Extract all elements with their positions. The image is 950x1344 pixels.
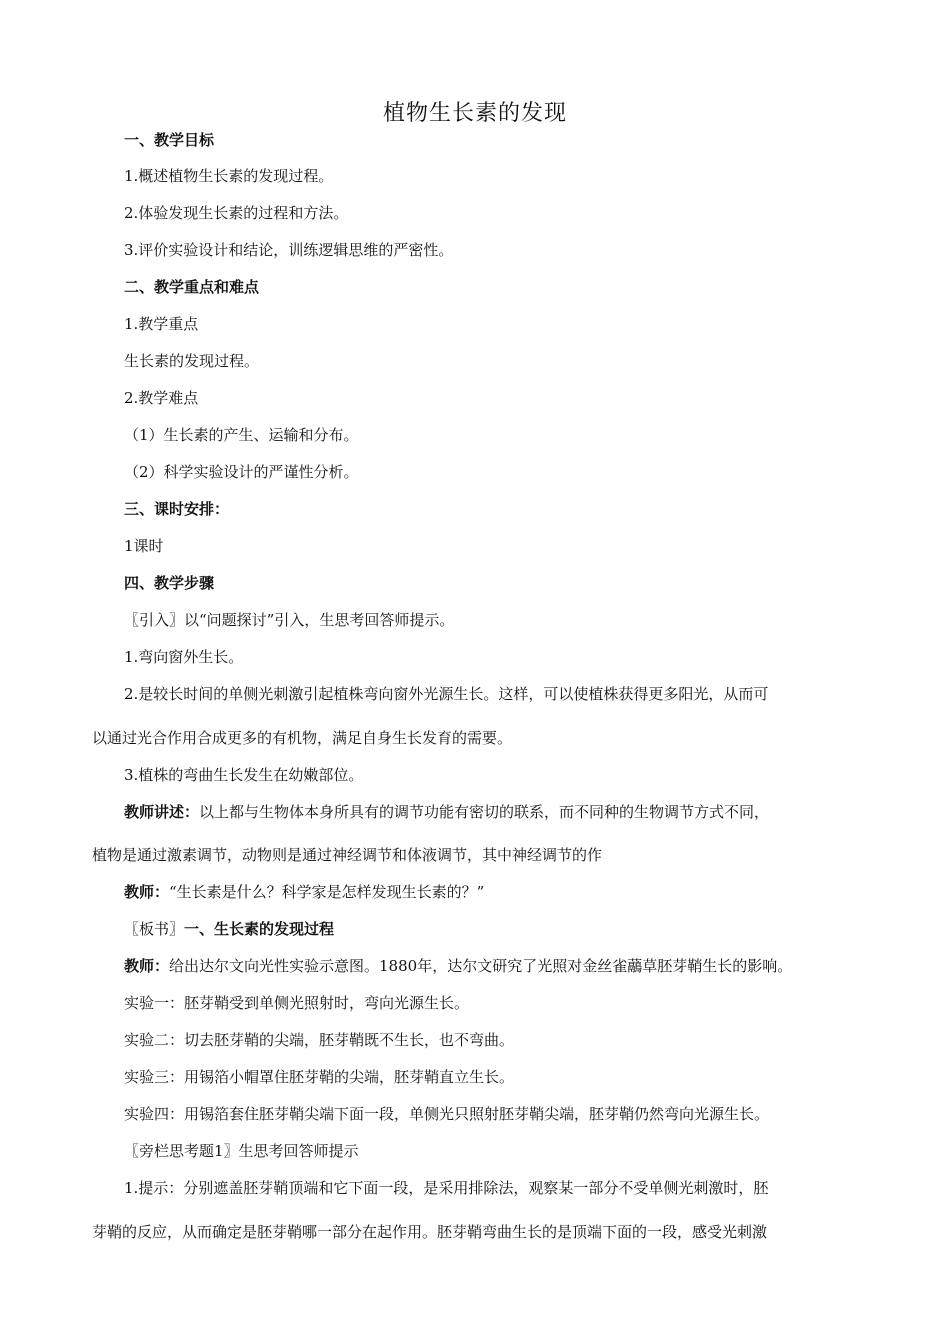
paragraph: 生长素的发现过程。 bbox=[124, 352, 260, 370]
board-heading: 一、生长素的发现过程 bbox=[184, 920, 335, 938]
paragraph bbox=[124, 802, 769, 822]
paragraph: 2.体验发现生长素的过程和方法。 bbox=[124, 204, 349, 222]
paragraph: 实验一：胚芽鞘受到单侧光照射时，弯向光源生长。 bbox=[124, 994, 470, 1012]
section-heading-schedule: 三、课时安排： bbox=[124, 500, 230, 518]
paragraph: 2.是较长时间的单侧光刺激引起植株弯向窗外光源生长。这样，可以使植株获得更多阳光，从而可 bbox=[124, 685, 769, 703]
paragraph: 3.评价实验设计和结论，训练逻辑思维的严密性。 bbox=[124, 241, 454, 259]
paragraph-text: 给出达尔文向光性实验示意图。1880年，达尔文研究了光照对金丝雀虉草胚芽鞘生长的影响。 bbox=[169, 957, 793, 975]
paragraph-text: “生长素是什么？科学家是怎样发现生长素的？” bbox=[169, 883, 485, 901]
paragraph: 实验二：切去胚芽鞘的尖端，胚芽鞘既不生长，也不弯曲。 bbox=[124, 1031, 515, 1049]
paragraph: 1.弯向窗外生长。 bbox=[124, 648, 244, 666]
paragraph bbox=[124, 919, 334, 939]
paragraph: 实验四：用锡箔套住胚芽鞘尖端下面一段，单侧光只照射胚芽鞘尖端，胚芽鞘仍然弯向光源生长。 bbox=[124, 1105, 770, 1123]
paragraph: 芽鞘的反应，从而确定是胚芽鞘哪一部分在起作用。胚芽鞘弯曲生长的是顶端下面的一段，感受光刺激 bbox=[92, 1223, 768, 1241]
paragraph: 1.教学重点 bbox=[124, 315, 199, 333]
speaker-label: 教师讲述： bbox=[124, 803, 200, 821]
paragraph bbox=[124, 956, 792, 976]
paragraph: 2.教学难点 bbox=[124, 389, 199, 407]
paragraph: 植物是通过激素调节，动物则是通过神经调节和体液调节，其中神经调节的作 bbox=[92, 846, 603, 864]
section-heading-key-points: 二、教学重点和难点 bbox=[124, 278, 260, 296]
paragraph: 〖旁栏思考题1〗生思考回答师提示 bbox=[124, 1142, 359, 1160]
paragraph: 〖引入〗以“问题探讨”引入，生思考回答师提示。 bbox=[124, 611, 455, 629]
paragraph: 实验三：用锡箔小帽罩住胚芽鞘的尖端，胚芽鞘直立生长。 bbox=[124, 1068, 515, 1086]
speaker-label: 教师： bbox=[124, 883, 170, 901]
section-heading-steps: 四、教学步骤 bbox=[124, 574, 215, 592]
section-heading-objectives: 一、教学目标 bbox=[124, 131, 215, 149]
speaker-label: 教师： bbox=[124, 957, 170, 975]
paragraph: 1.概述植物生长素的发现过程。 bbox=[124, 167, 334, 185]
paragraph: 1.提示：分别遮盖胚芽鞘顶端和它下面一段，是采用排除法，观察某一部分不受单侧光刺激时，胚 bbox=[124, 1179, 769, 1197]
paragraph: （2）科学实验设计的严谨性分析。 bbox=[124, 463, 359, 481]
document-title: 植物生长素的发现 bbox=[382, 101, 567, 126]
paragraph: 1课时 bbox=[124, 537, 164, 555]
paragraph: 以通过光合作用合成更多的有机物，满足自身生长发育的需要。 bbox=[92, 729, 513, 747]
paragraph bbox=[124, 882, 484, 902]
paragraph-text: 以上都与生物体本身所具有的调节功能有密切的联系，而不同种的生物调节方式不同， bbox=[199, 803, 770, 821]
board-prefix: 〖板书〗 bbox=[124, 920, 185, 938]
paragraph: （1）生长素的产生、运输和分布。 bbox=[124, 426, 359, 444]
paragraph: 3.植株的弯曲生长发生在幼嫩部位。 bbox=[124, 766, 364, 784]
